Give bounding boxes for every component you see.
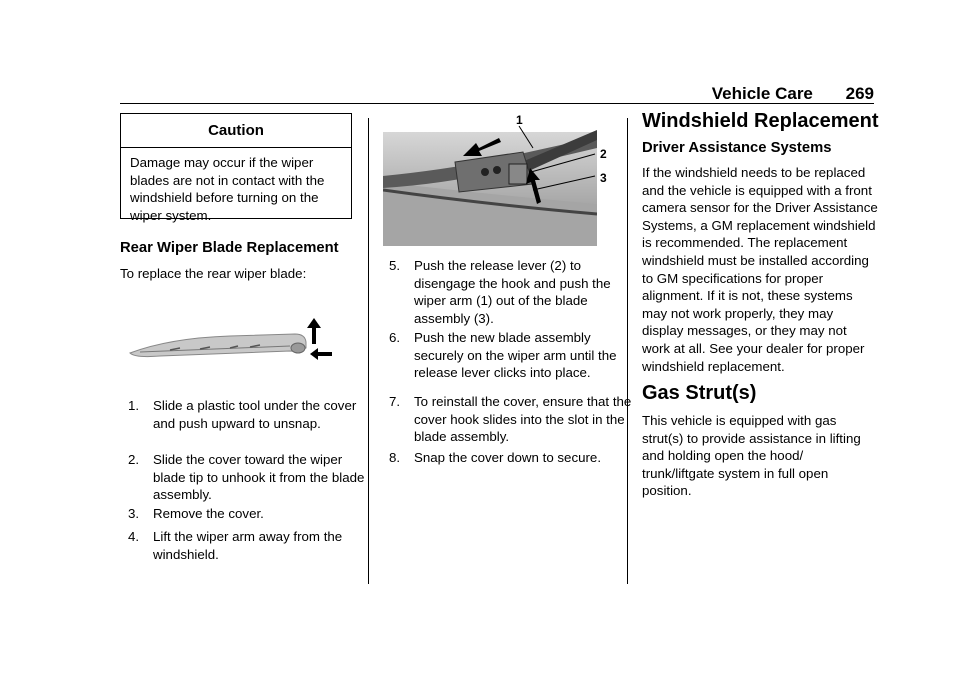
step-4-number: 4. xyxy=(128,529,140,544)
rear-wiper-cover-figure xyxy=(120,318,340,368)
figure-callout-2: 2 xyxy=(600,147,607,161)
windshield-heading: Windshield Replacement xyxy=(642,110,879,132)
header-rule xyxy=(120,103,874,104)
step-4 xyxy=(128,528,365,563)
step-8-text: Snap the cover down to secure. xyxy=(414,450,602,465)
caution-text: Damage may occur if the wiper blades are not in contact with the windshield before turning on the wiper system. xyxy=(130,155,325,223)
page-number: 269 xyxy=(845,84,874,103)
figure-callout-1: 1 xyxy=(516,113,523,127)
step-7 xyxy=(389,393,639,446)
caution-box xyxy=(120,113,352,223)
step-5-text: Push the release lever (2) to disengage the hook and push the wiper arm (1) out of the blade assembly (3). xyxy=(414,258,611,326)
rear-wiper-intro: To replace the rear wiper blade: xyxy=(120,266,307,281)
step-2-number: 2. xyxy=(128,452,140,467)
step-1 xyxy=(128,397,365,432)
step-6 xyxy=(389,329,639,382)
caution-title: Caution xyxy=(121,114,351,148)
step-5-number: 5. xyxy=(389,258,401,273)
rear-wiper-heading: Rear Wiper Blade Replacement xyxy=(120,240,339,256)
step-7-number: 7. xyxy=(389,394,401,409)
wiper-arm-release-figure xyxy=(383,112,613,247)
step-2 xyxy=(128,451,365,504)
step-8-number: 8. xyxy=(389,450,401,465)
gas-strut-text: This vehicle is equipped with gas strut(s) to provide assistance in lifting and holding open the hood/ trunk/liftgate system in full open position. xyxy=(642,413,861,499)
step-1-text: Slide a plastic tool under the cover and push upward to unsnap. xyxy=(153,398,357,431)
gas-strut-heading: Gas Strut(s) xyxy=(642,382,757,404)
step-6-number: 6. xyxy=(389,330,401,345)
step-6-text: Push the new blade assembly securely on the wiper arm until the release lever clicks into place. xyxy=(414,330,617,381)
step-1-number: 1. xyxy=(128,398,140,413)
column-divider-left xyxy=(368,118,369,584)
step-3-text: Remove the cover. xyxy=(153,506,264,521)
step-3-number: 3. xyxy=(128,506,140,521)
section-title: Vehicle Care xyxy=(711,84,813,103)
step-3 xyxy=(128,505,365,523)
driver-assistance-heading: Driver Assistance Systems xyxy=(642,140,832,156)
step-7-text: To reinstall the cover, ensure that the cover hook slides into the slot in the blade assembly. xyxy=(414,394,632,445)
step-2-text: Slide the cover toward the wiper blade tip to unhook it from the blade assembly. xyxy=(153,452,365,503)
windshield-text: If the windshield needs to be replaced and the vehicle is equipped with a front camera sensor for the Driver Assistance Systems, a GM replacement windshield is recommended. The replacement windshield must be installed according to GM specifications for proper alignment. If it is not, these systems may not work properly, they may display messages, or they may not work at all. See your dealer for proper windshield replacement. xyxy=(642,165,878,374)
figure-callout-3: 3 xyxy=(600,171,607,185)
step-5 xyxy=(389,257,639,327)
step-4-text: Lift the wiper arm away from the windshield. xyxy=(153,529,343,562)
page-header xyxy=(0,84,874,104)
step-8 xyxy=(389,449,639,467)
